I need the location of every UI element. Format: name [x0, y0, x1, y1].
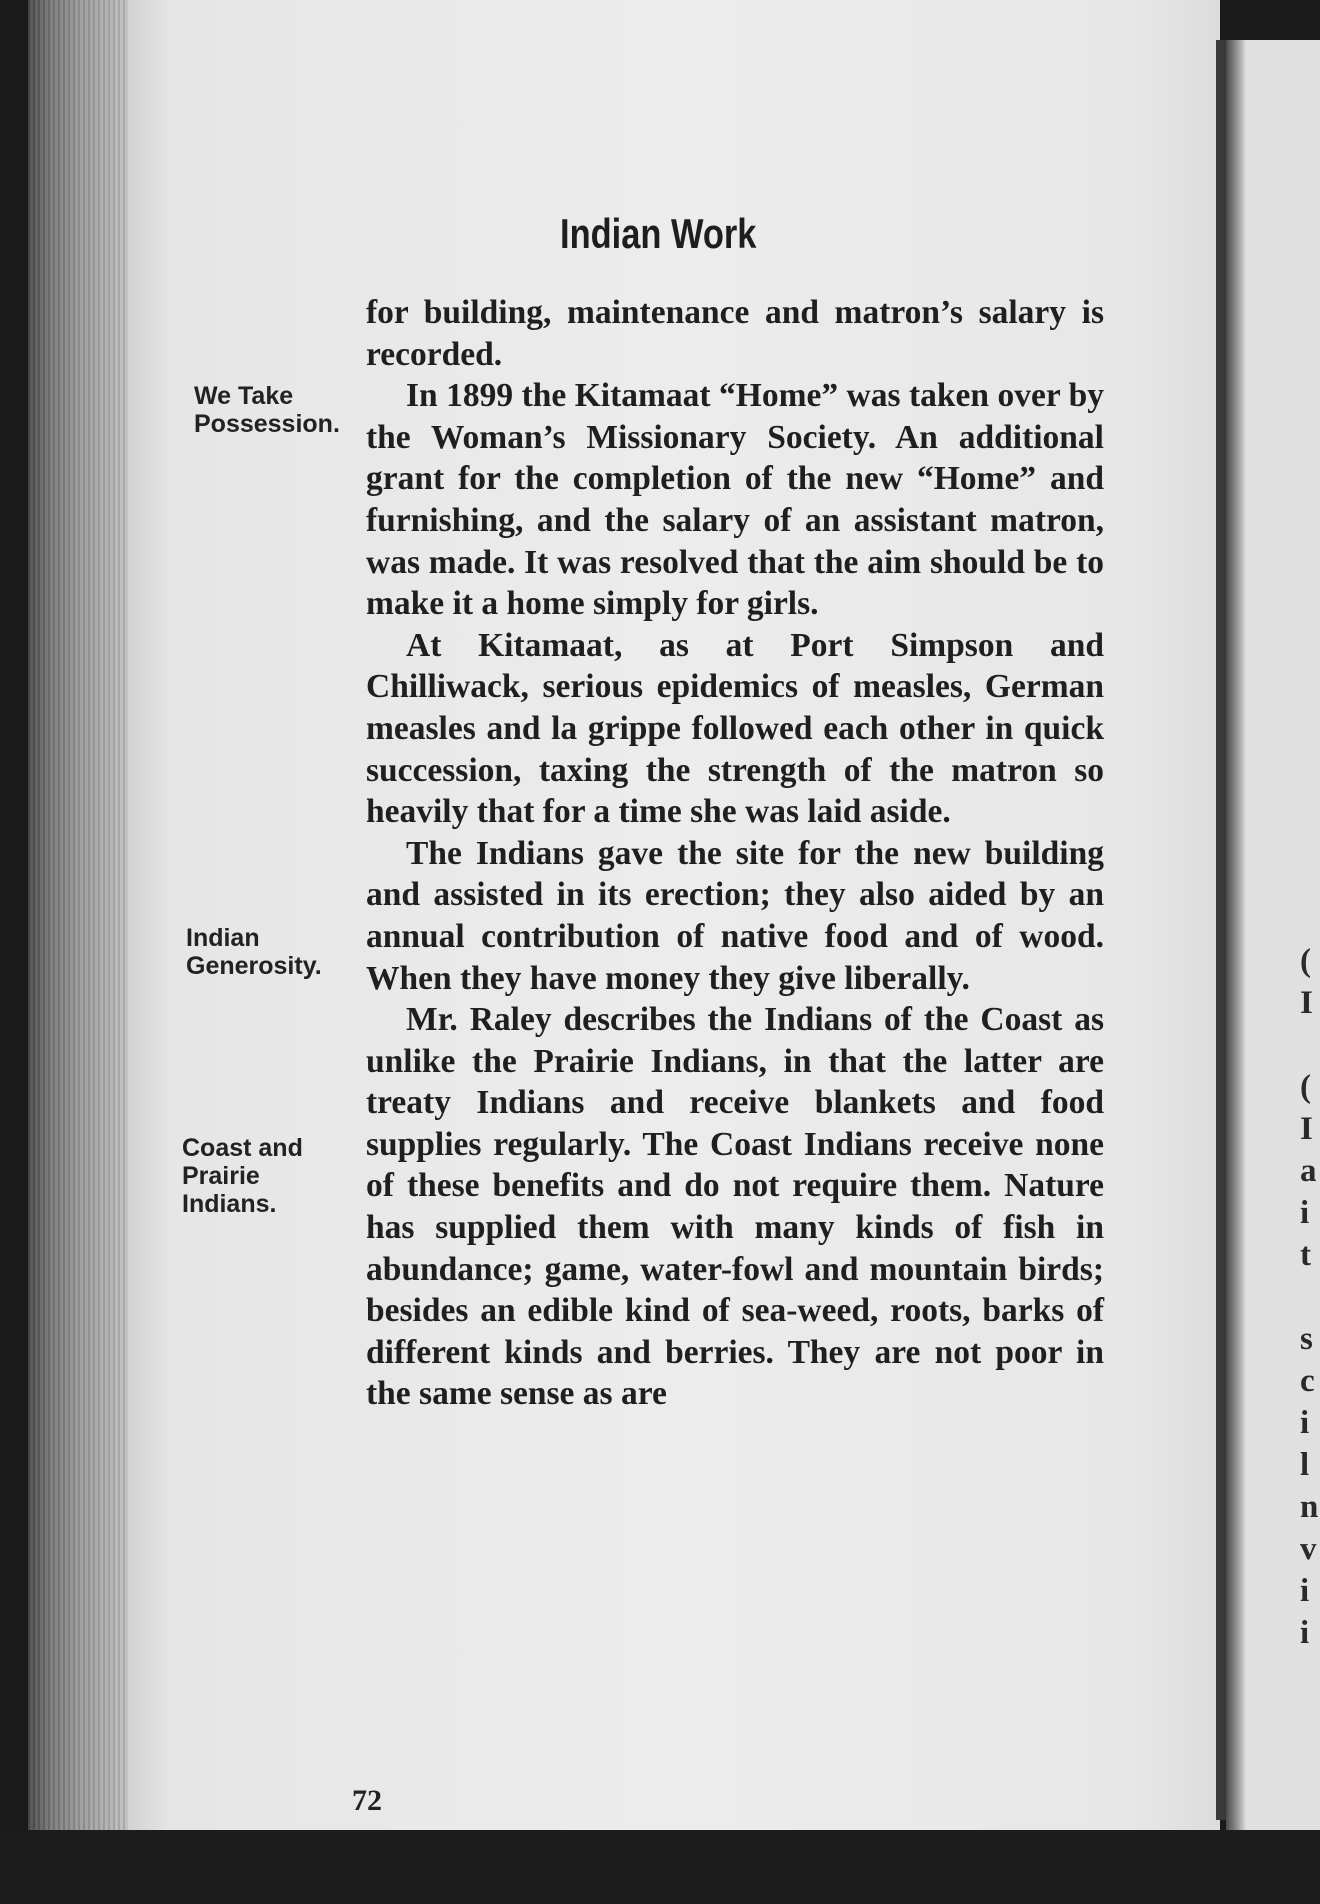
- adjacent-letter: a: [1300, 1153, 1317, 1189]
- side-note-line: We Take: [194, 382, 294, 410]
- side-note-line: Coast and: [182, 1134, 303, 1162]
- side-note-line: Prairie: [182, 1162, 260, 1190]
- adjacent-letter: [1300, 1024, 1318, 1066]
- adjacent-letter: [1300, 1276, 1318, 1318]
- running-head: Indian Work: [560, 210, 757, 257]
- adjacent-page-letters: [1300, 940, 1318, 1654]
- adjacent-letter: s: [1300, 1321, 1313, 1357]
- body-text: [366, 292, 1104, 1415]
- adjacent-letter: l: [1300, 1447, 1310, 1483]
- adjacent-letter: i: [1300, 1195, 1310, 1231]
- page-gutter-shadow: [1216, 40, 1226, 1820]
- paragraph-indian-generosity: The Indians gave the site for the new building and assisted in its erection; they also aided by an annual contribution of native food and of wood. When they have money they give liberally.: [366, 834, 1104, 997]
- adjacent-letter: v: [1300, 1531, 1317, 1567]
- side-note-coast-and-prairie-indians: [182, 1134, 303, 1218]
- paragraph-kitamaat-home: In 1899 the Kitamaat “Home” was taken over by the Woman’s Missionary Society. An additional grant for the completion of the new “Home” and furnishing, and the salary of an assistant matron, was made. It was resolved that the aim should be to make it a home simply for girls.: [366, 377, 1104, 623]
- side-note-indian-generosity: [186, 924, 322, 980]
- adjacent-letter: (: [1300, 1069, 1311, 1105]
- adjacent-letter: i: [1300, 1615, 1310, 1651]
- page-number: 72: [352, 1784, 382, 1817]
- adjacent-letter: i: [1300, 1405, 1310, 1441]
- adjacent-letter: c: [1300, 1363, 1315, 1399]
- side-note-line: Generosity.: [186, 952, 322, 980]
- scan-bottom-border: [0, 1830, 1320, 1904]
- side-note-line: Indians.: [182, 1190, 277, 1218]
- adjacent-page-shadow: [1226, 40, 1246, 1840]
- side-note-we-take-possession: [194, 382, 340, 438]
- paragraph-epidemics: At Kitamaat, as at Port Simpson and Chilliwack, serious epidemics of measles, German measles and la grippe followed each other in quick succession, taxing the strength of the matron so heavily that for a time she was laid aside.: [366, 626, 1104, 831]
- side-note-line: Indian: [186, 924, 260, 952]
- paragraph-coast-indians: Mr. Raley describes the Indians of the Coast as unlike the Prairie Indians, in that the latter are treaty Indians and receive blankets and food supplies regularly. The Coast Indians receive none of these benefits and do not require them. Nature has supplied them with many kinds of fish in abundance; game, water-fowl and mountain birds; besides an edible kind of sea-weed, roots, barks of different kinds and berries. They are not poor in the same sense as are: [366, 1001, 1104, 1413]
- adjacent-letter: I: [1300, 985, 1313, 1021]
- paragraph-continuation: for building, maintenance and matron’s salary is recorded.: [366, 294, 1104, 373]
- adjacent-letter: (: [1300, 943, 1311, 979]
- adjacent-letter: I: [1300, 1111, 1313, 1147]
- side-note-line: Possession.: [194, 410, 340, 438]
- adjacent-letter: n: [1300, 1489, 1319, 1525]
- adjacent-letter: i: [1300, 1573, 1310, 1609]
- adjacent-letter: t: [1300, 1237, 1311, 1273]
